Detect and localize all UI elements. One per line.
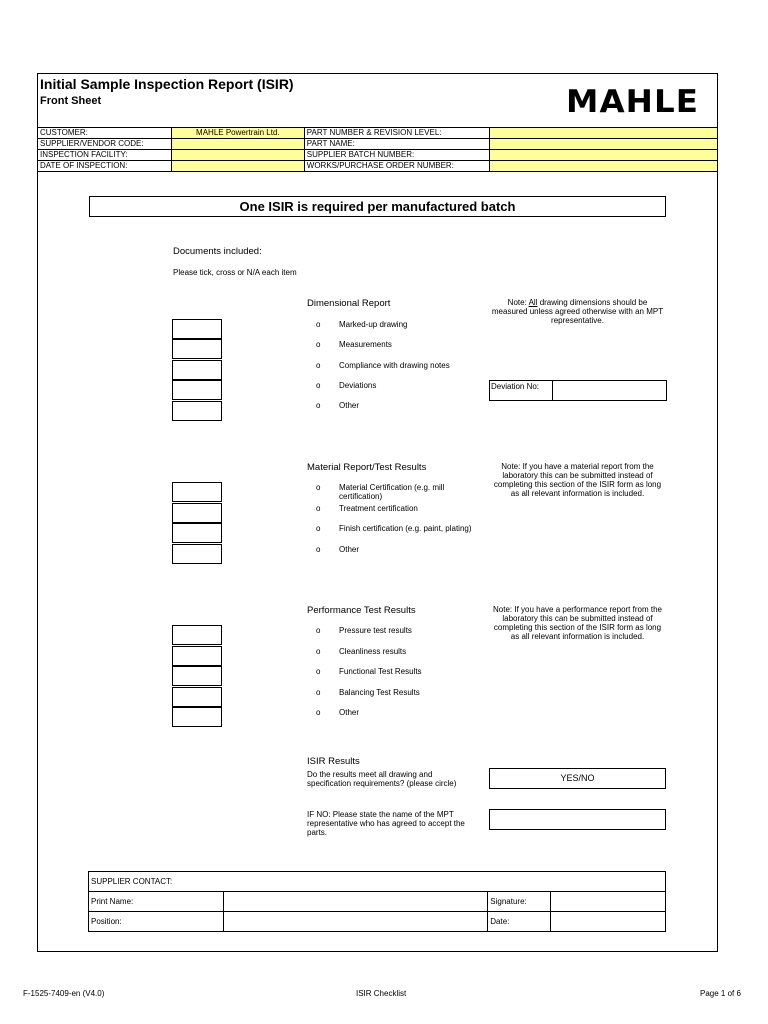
item-finish-certification: Finish certification (e.g. paint, plating) bbox=[339, 524, 472, 533]
bullet-icon: o bbox=[316, 647, 321, 656]
bullet-icon: o bbox=[316, 361, 321, 370]
isir-results-question: Do the results meet all drawing and specification requirements? (please circle) bbox=[307, 770, 457, 788]
bullet-icon: o bbox=[316, 504, 321, 513]
item-balancing-test: Balancing Test Results bbox=[339, 688, 420, 697]
bullet-icon: o bbox=[316, 320, 321, 329]
checkbox-cleanliness[interactable] bbox=[172, 646, 222, 666]
item-compliance-drawing-notes: Compliance with drawing notes bbox=[339, 361, 450, 370]
checkbox-performance-other[interactable] bbox=[172, 707, 222, 727]
table-row bbox=[38, 161, 718, 172]
checkbox-treatment-certification[interactable] bbox=[172, 503, 222, 523]
checkbox-material-certification[interactable] bbox=[172, 482, 222, 502]
mahle-logo: MAHLE bbox=[566, 84, 700, 120]
item-material-certification: Material Certification (e.g. mill certification) bbox=[339, 483, 445, 501]
checkbox-marked-up-drawing[interactable] bbox=[172, 319, 222, 339]
order-number-label: WORKS/PURCHASE ORDER NUMBER: bbox=[304, 161, 489, 172]
bullet-icon: o bbox=[316, 667, 321, 676]
table-row bbox=[38, 150, 718, 161]
part-number-label: PART NUMBER & REVISION LEVEL: bbox=[304, 128, 489, 139]
part-number-field[interactable] bbox=[489, 128, 717, 139]
checkbox-balancing-test[interactable] bbox=[172, 687, 222, 707]
checkbox-dimensional-other[interactable] bbox=[172, 401, 222, 421]
table-row bbox=[89, 912, 666, 932]
performance-note: Note: If you have a performance report from the laboratory this can be submitted instead of completing this section of the ISIR form as long as all relevant information is included. bbox=[493, 605, 662, 641]
footer-document-name: ISIR Checklist bbox=[356, 989, 407, 998]
item-pressure-test: Pressure test results bbox=[339, 626, 412, 635]
yes-no-answer-box[interactable]: YES/NO bbox=[489, 768, 666, 789]
customer-field[interactable]: MAHLE Powertrain Ltd. bbox=[171, 128, 304, 139]
material-heading: Material Report/Test Results bbox=[307, 462, 427, 473]
signature-label: Signature: bbox=[488, 892, 551, 912]
checkbox-functional-test[interactable] bbox=[172, 666, 222, 686]
signature-field[interactable] bbox=[551, 892, 666, 912]
item-performance-other: Other bbox=[339, 708, 360, 717]
checkbox-compliance-drawing-notes[interactable] bbox=[172, 360, 222, 380]
print-name-field[interactable] bbox=[223, 892, 487, 912]
batch-number-field[interactable] bbox=[489, 150, 717, 161]
print-name-label: Print Name: bbox=[89, 892, 224, 912]
inspection-facility-label: INSPECTION FACILITY: bbox=[38, 150, 172, 161]
deviation-number-label: Deviation No: bbox=[491, 382, 540, 391]
bullet-icon: o bbox=[316, 401, 321, 410]
bullet-icon: o bbox=[316, 688, 321, 697]
item-measurements: Measurements bbox=[339, 340, 392, 349]
item-functional-test: Functional Test Results bbox=[339, 667, 422, 676]
bullet-icon: o bbox=[316, 483, 321, 492]
supplier-code-label: SUPPLIER/VENDOR CODE: bbox=[38, 139, 172, 150]
inspection-date-field[interactable] bbox=[171, 161, 304, 172]
mpt-representative-field[interactable] bbox=[489, 809, 666, 830]
supplier-code-field[interactable] bbox=[171, 139, 304, 150]
order-number-field[interactable] bbox=[489, 161, 717, 172]
inspection-date-label: DATE OF INSPECTION: bbox=[38, 161, 172, 172]
item-cleanliness: Cleanliness results bbox=[339, 647, 407, 656]
supplier-contact-heading: SUPPLIER CONTACT: bbox=[89, 872, 666, 892]
part-name-label: PART NAME: bbox=[304, 139, 489, 150]
table-row bbox=[89, 892, 666, 912]
documents-instruction: Please tick, cross or N/A each item bbox=[173, 268, 297, 277]
item-marked-up-drawing: Marked-up drawing bbox=[339, 320, 408, 329]
item-deviations: Deviations bbox=[339, 381, 377, 390]
date-label: Date: bbox=[488, 912, 551, 932]
documents-heading: Documents included: bbox=[173, 246, 262, 257]
dimensional-heading: Dimensional Report bbox=[307, 298, 391, 309]
bullet-icon: o bbox=[316, 381, 321, 390]
deviation-number-field[interactable] bbox=[553, 381, 666, 400]
deviation-number-box bbox=[489, 380, 667, 401]
checkbox-deviations[interactable] bbox=[172, 380, 222, 400]
dimensional-note: Note: All drawing dimensions should be measured unless agreed otherwise with an MPT representative. bbox=[491, 298, 664, 325]
bullet-icon: o bbox=[316, 545, 321, 554]
bullet-icon: o bbox=[316, 340, 321, 349]
part-name-field[interactable] bbox=[489, 139, 717, 150]
table-row bbox=[38, 128, 718, 139]
footer-form-code: F-1525-7409-en (V4.0) bbox=[23, 989, 105, 998]
batch-banner: One ISIR is required per manufactured batch bbox=[89, 196, 666, 217]
bullet-icon: o bbox=[316, 626, 321, 635]
batch-number-label: SUPPLIER BATCH NUMBER: bbox=[304, 150, 489, 161]
isir-results-heading: ISIR Results bbox=[307, 756, 360, 767]
item-material-other: Other bbox=[339, 545, 360, 554]
date-field[interactable] bbox=[551, 912, 666, 932]
bullet-icon: o bbox=[316, 708, 321, 717]
position-label: Position: bbox=[89, 912, 224, 932]
material-note: Note: If you have a material report from the laboratory this can be submitted instead of completing this section of the ISIR form as long as all relevant information is included. bbox=[493, 462, 662, 498]
report-subtitle: Front Sheet bbox=[40, 95, 102, 107]
performance-heading: Performance Test Results bbox=[307, 605, 416, 616]
report-title: Initial Sample Inspection Report (ISIR) bbox=[40, 76, 294, 92]
checkbox-pressure-test[interactable] bbox=[172, 625, 222, 645]
bullet-icon: o bbox=[316, 524, 321, 533]
item-dimensional-other: Other bbox=[339, 401, 360, 410]
if-no-instruction: IF NO: Please state the name of the MPT representative who has agreed to accept the parts. bbox=[307, 810, 465, 837]
supplier-contact-table bbox=[88, 871, 666, 932]
item-treatment-certification: Treatment certification bbox=[339, 504, 418, 513]
checkbox-material-other[interactable] bbox=[172, 544, 222, 564]
inspection-facility-field[interactable] bbox=[171, 150, 304, 161]
info-table bbox=[37, 127, 718, 172]
position-field[interactable] bbox=[223, 912, 487, 932]
footer-page-number: Page 1 of 6 bbox=[700, 989, 741, 998]
table-row bbox=[38, 139, 718, 150]
customer-label: CUSTOMER: bbox=[38, 128, 172, 139]
checkbox-measurements[interactable] bbox=[172, 339, 222, 359]
table-row bbox=[89, 872, 666, 892]
checkbox-finish-certification[interactable] bbox=[172, 523, 222, 543]
